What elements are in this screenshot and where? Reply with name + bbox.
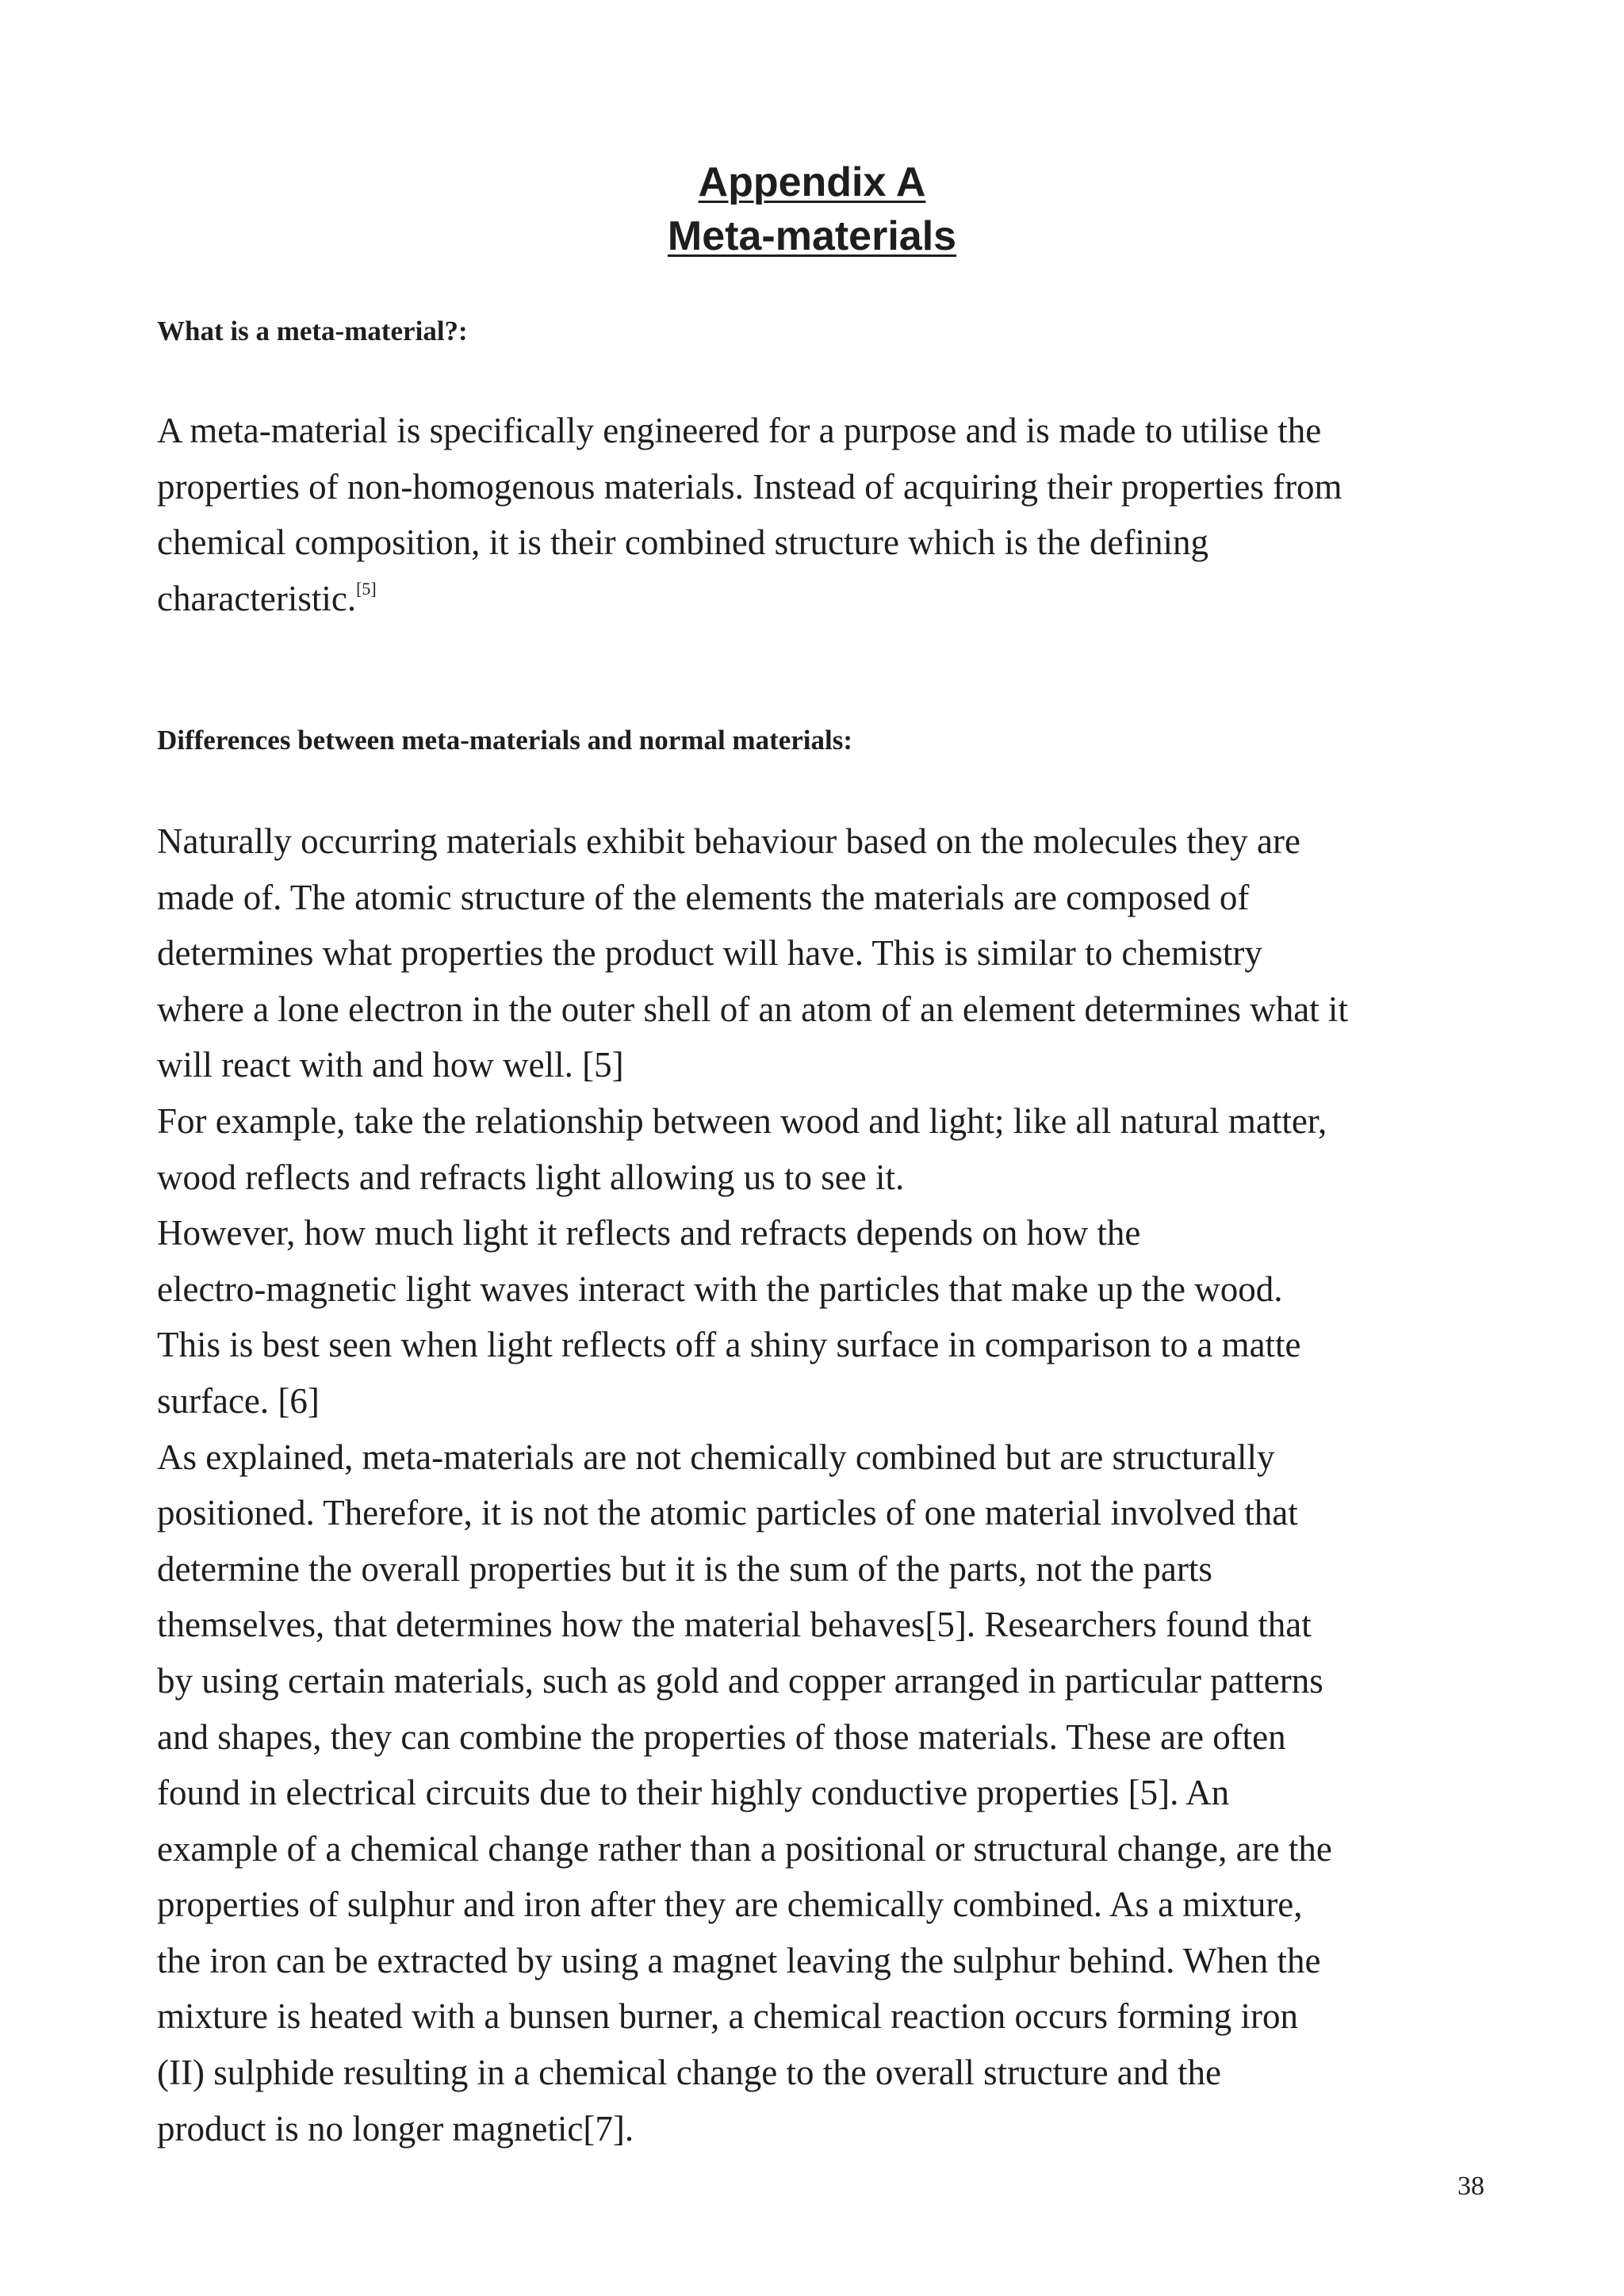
title-line-appendix: Appendix A — [698, 159, 926, 205]
text-line: found in electrical circuits due to their highly conductive properties [5]. An — [157, 1773, 1230, 1813]
text-line: Naturally occurring materials exhibit behaviour based on the molecules they are — [157, 821, 1300, 861]
text-line: product is no longer magnetic[7]. — [157, 2108, 634, 2149]
text-line: However, how much light it reflects and refracts depends on how the — [157, 1213, 1141, 1253]
text-line: determine the overall properties but it is the sum of the parts, not the parts — [157, 1548, 1212, 1589]
text-line: As explained, meta-materials are not chemically combined but are structurally — [157, 1437, 1275, 1477]
section-heading-what-is: What is a meta-material?: — [157, 316, 468, 346]
text-line: will react with and how well. [5] — [157, 1045, 624, 1085]
section-heading-differences: Differences between meta-materials and normal materials: — [157, 725, 853, 756]
text-fragment: characteristic. — [157, 578, 357, 618]
text-line: For example, take the relationship between wood and light; like all natural matter, — [157, 1100, 1327, 1141]
text-line: properties of non-homogenous materials. Instead of acquiring their properties from — [157, 466, 1342, 507]
text-line: This is best seen when light reflects off a shiny surface in comparison to a matte — [157, 1325, 1301, 1365]
text-line: mixture is heated with a bunsen burner, a chemical reaction occurs forming iron — [157, 1996, 1298, 2037]
text-line: determines what properties the product will have. This is similar to chemistry — [157, 933, 1262, 974]
paragraph-differences — [157, 813, 1489, 2156]
text-line: chemical composition, it is their combined structure which is the defining — [157, 522, 1208, 563]
text-line: themselves, that determines how the material behaves[5]. Researchers found that — [157, 1605, 1312, 1645]
paragraph-definition — [157, 403, 1489, 626]
text-line: electro-magnetic light waves interact with the particles that make up the wood. — [157, 1269, 1283, 1309]
text-line: by using certain materials, such as gold and copper arranged in particular patterns — [157, 1660, 1323, 1701]
page-number: 38 — [1457, 2172, 1484, 2201]
text-line: properties of sulphur and iron after they are chemically combined. As a mixture, — [157, 1885, 1303, 1925]
text-line: A meta-material is specifically engineered for a purpose and is made to utilise the — [157, 411, 1322, 450]
title-line-meta-materials: Meta-materials — [667, 213, 957, 259]
text-line: the iron can be extracted by using a magnet leaving the sulphur behind. When the — [157, 1940, 1321, 1980]
text-line: wood reflects and refracts light allowing us to see it. — [157, 1157, 905, 1197]
text-line: (II) sulphide resulting in a chemical change to the overall structure and the — [157, 2053, 1222, 2093]
text-line-last — [157, 571, 1489, 627]
text-line: and shapes, they can combine the properties of those materials. These are often — [157, 1716, 1286, 1757]
text-line: where a lone electron in the outer shell of an atom of an element determines what it — [157, 989, 1348, 1029]
text-line: made of. The atomic structure of the elements the materials are composed of — [157, 877, 1250, 917]
text-line: surface. [6] — [157, 1380, 320, 1421]
text-line: positioned. Therefore, it is not the atomic particles of one material involved that — [157, 1493, 1298, 1533]
page-title — [0, 155, 1624, 263]
text-line: example of a chemical change rather than a positional or structural change, are the — [157, 1828, 1332, 1869]
citation-superscript: [5] — [356, 578, 377, 599]
